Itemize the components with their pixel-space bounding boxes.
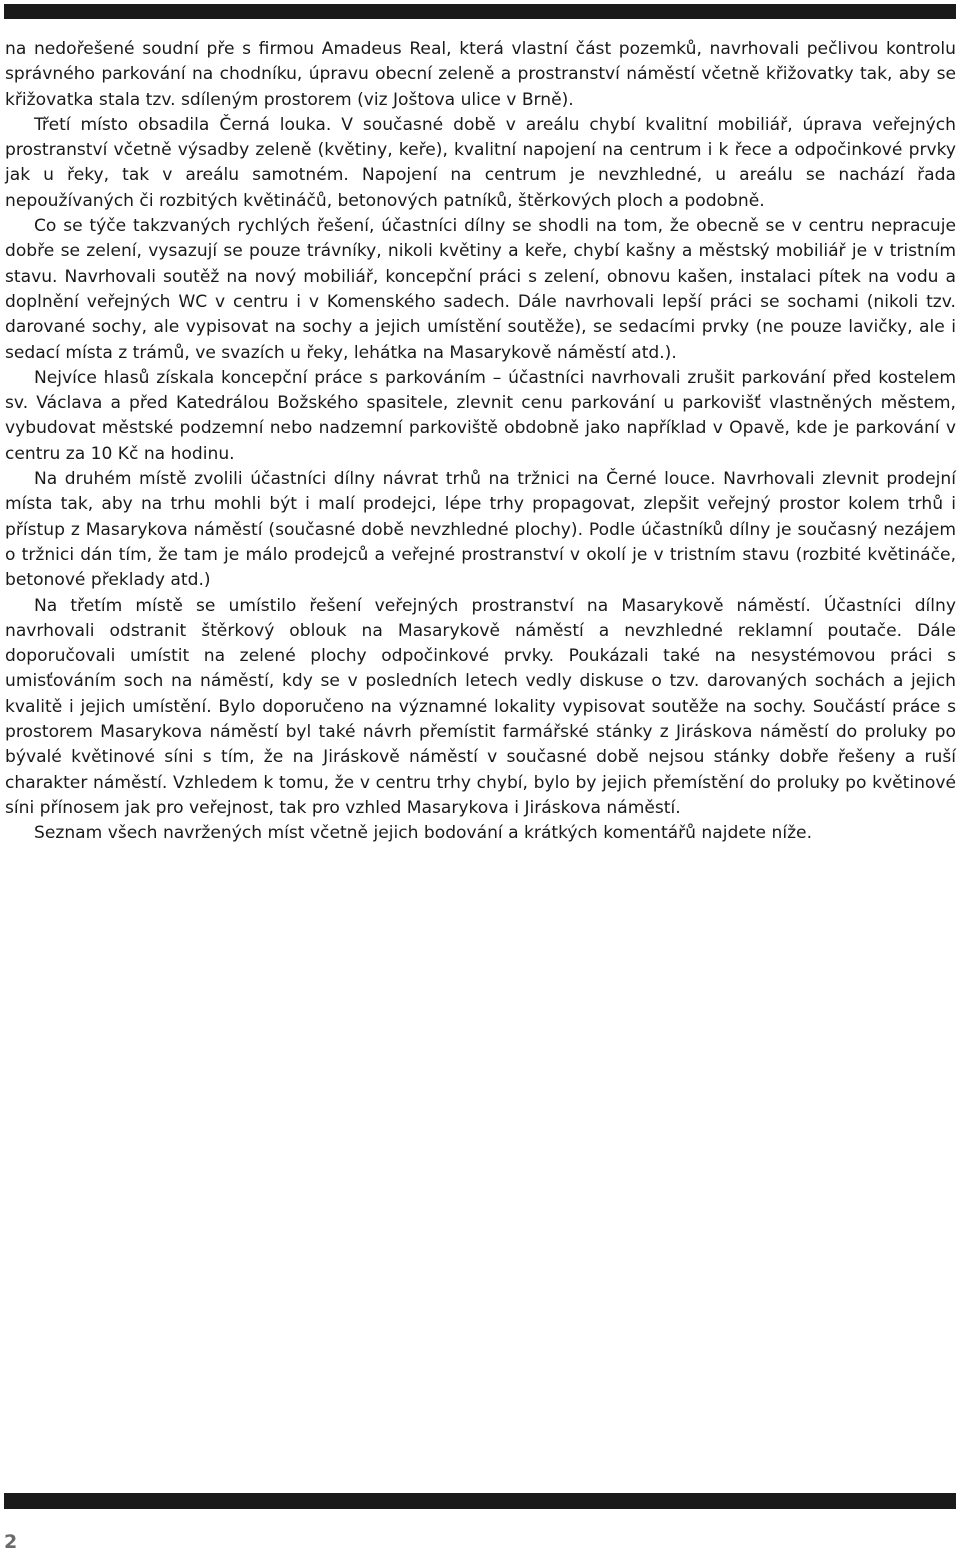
paragraph: na nedořešené soudní pře s firmou Amadeus Real, která vlastní část pozemků, navrhovali pečlivou kontrolu správného parkování na chodníku, úpravu obecní zeleně a prostranství náměstí včetně křižovatky tak, aby se křižovatka stala tzv. sdíleným prostorem (viz Joštova ulice v Brně). [5,39,956,110]
top-rule [4,4,956,19]
paragraph: Třetí místo obsadila Černá louka. V současné době v areálu chybí kvalitní mobiliář, úprava veřejných prostranství včetně výsadby zeleně (květiny, keře), kvalitní napojení na centrum i k řece a odpočinkové prvky jak u řeky, tak v areálu samotném. Napojení na centrum je nevzhledné, u areálu se nachází řada nepoužívaných či rozbitých květináčů, betonových patníků, štěrkových ploch a podobně. [5,114,956,211]
page-number: 2 [4,1531,18,1553]
paragraph: Na třetím místě se umístilo řešení veřejných prostranství na Masarykově náměstí. Účastníci dílny navrhovali odstranit štěrkový oblouk na Masarykově náměstí a nevzhledné reklamní poutače. Dále doporučovali umístit na zelené plochy odpočinkové prvky. Poukázali také na nesystémovou práci s umisťováním soch na náměstí, kdy se v posledních letech vedly diskuse o tzv. darovaných sochách a jejich kvalitě i jejich umístění. Bylo doporučeno na významné lokality vypisovat soutěže na sochy. Součástí práce s prostorem Masarykova náměstí byl také návrh přemístit farmářské stánky z Jiráskova náměstí do proluky po bývalé květinové síni s tím, že na Jiráskově náměstí v současné době nejsou stánky dobře řešeny a ruší charakter náměstí. Vzhledem k tomu, že v centru trhy chybí, bylo by jejich přemístění do proluky po květinové síni přínosem jak pro veřejnost, tak pro vzhled Masarykova i Jiráskova náměstí. [5,595,956,818]
article-body [5,37,956,847]
bottom-rule [4,1493,956,1509]
paragraph: Seznam všech navržených míst včetně jejich bodování a krátkých komentářů najdete níže. [34,823,812,844]
paragraph: Na druhém místě zvolili účastníci dílny návrat trhů na tržnici na Černé louce. Navrhovali zlevnit prodejní místa tak, aby na trhu mohli být i malí prodejci, lépe trhy propagovat, zlepšit veřejný prostor kolem trhů i přístup z Masarykova náměstí (současné době nevzhledné plochy). Podle účastníků dílny je současný nezájem o tržnici dán tím, že tam je málo prodejců a veřejné prostranství v okolí je v tristním stavu (rozbité květináče, betonové překlady atd.) [5,469,956,591]
paragraph: Co se týče takzvaných rychlých řešení, účastníci dílny se shodli na tom, že obecně se v centru nepracuje dobře se zelení, vysazují se pouze trávníky, nikoli květiny a keře, chybí kašny a městský mobiliář je v tristním stavu. Navrhovali soutěž na nový mobiliář, koncepční práci s zelení, obnovu kašen, instalaci pítek na vodu a doplnění veřejných WC v centru i v Komenského sadech. Dále navrhovali lepší práci se sochami (nikoli tzv. darované sochy, ale vypisovat na sochy a jejich umístění soutěže), se sedacími prvky (ne pouze lavičky, ale i sedací místa z trámů, ve svazích u řeky, lehátka na Masarykově náměstí atd.). [5,216,956,363]
paragraph: Nejvíce hlasů získala koncepční práce s parkováním – účastníci navrhovali zrušit parkování před kostelem sv. Václava a před Katedrálou Božského spasitele, zlevnit cenu parkování u parkovišť vlastněných městem, vybudovat městské podzemní nebo nadzemní parkoviště obdobně jako například v Opavě, kde je parkování v centru za 10 Kč na hodinu. [5,367,956,464]
